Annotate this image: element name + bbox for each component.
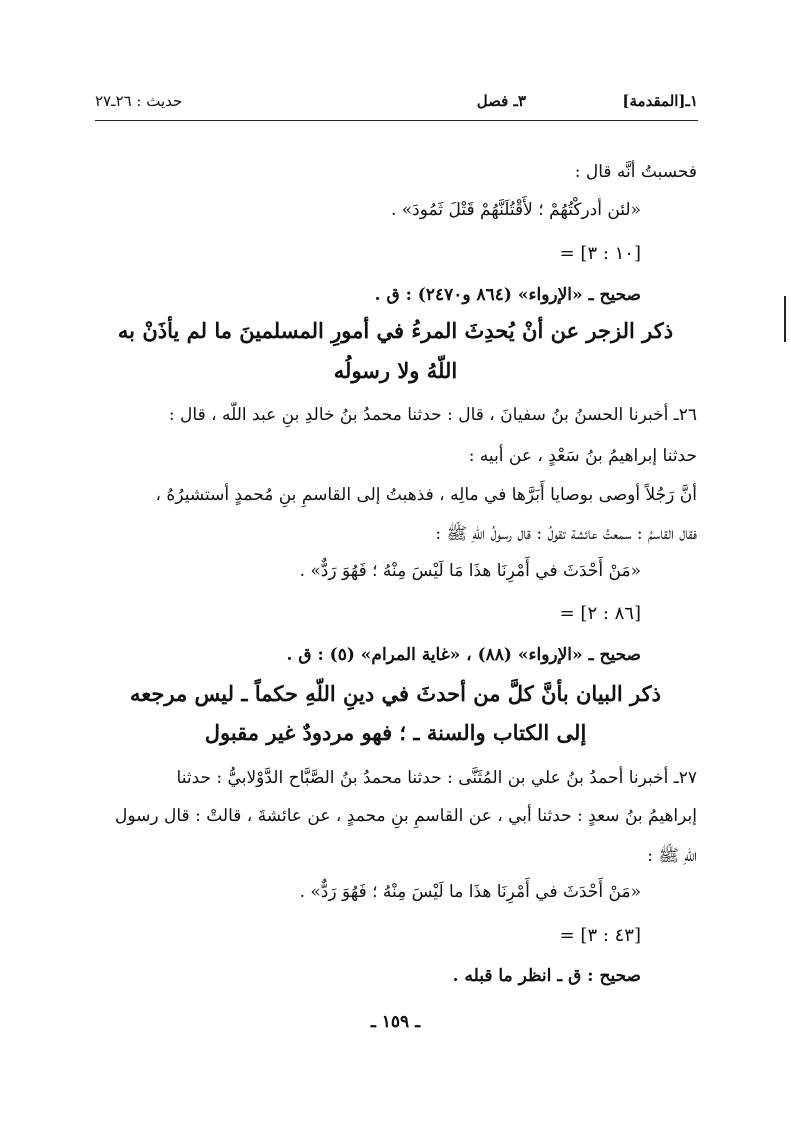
hadith-27-line: اللّهِ ﷺ : — [647, 846, 697, 866]
text-line: فحسبتُ أنَّه قال : — [574, 162, 697, 182]
hadith-27-line: ٢٧ـ أخبرنا أحمدُ بنُ علي بن المُثَنَّى : حدثنا محمدُ بنُ الصَّبَّاح الدَّوْلابيُّ : حدثنا — [176, 768, 697, 788]
hadith-26-line: حدثنا إبراهيمُ بنُ سَعْدٍ ، عن أبيه : — [468, 446, 697, 466]
chapter-title: ١ـ[المقدمة] — [622, 92, 698, 110]
running-header — [95, 92, 698, 121]
chapter-heading-2-cont: إلى الكتاب والسنة ـ ؛ فهو مردودٌ غير مقبول — [204, 720, 587, 745]
section-title: ٣ـ فصل — [476, 92, 526, 110]
hadith-27-line: إبراهيمُ بنُ سعدٍ : حدثنا أبي ، عن القاسمِ بنِ محمدٍ ، عن عائشةَ ، قالتْ : قال رسول — [115, 806, 697, 826]
chapter-heading-1: ذكر الزجر عن أنْ يُحدِثَ المرءُ في أمورِ المسلمينَ ما لم يأذَنْ به — [117, 318, 674, 343]
grading: صحيح : ق ـ انظر ما قبله . — [452, 966, 641, 986]
hadith-range: حديث : ٢٦ـ٢٧ — [95, 92, 183, 110]
reference: [٤٣ : ٣] = — [559, 925, 641, 946]
hadith-26-line: فقال القاسمُ : سمعتُ عائشة تقولُ : قال رسولُ اللّهِ ﷺ : — [435, 524, 697, 544]
grading: صحيح ـ «الإرواء» (٨٨) ، «غاية المرام» (٥) : ق . — [286, 645, 641, 665]
hadith-quote: «لئن أدركْتُهُمْ ؛ لأَقْتُلَنَّهُمْ قَتْلَ ثَمُودَ» . — [390, 200, 641, 220]
hadith-quote: «مَنْ أَحْدَثَ في أَمْرِنَا هذَا ما لَيْسَ مِنْهُ ؛ فَهُوَ رَدٌّ» . — [299, 882, 641, 902]
reference: [٨٦ : ٢] = — [559, 603, 641, 624]
page-number: ـ ١٥٩ ـ — [370, 1012, 421, 1032]
reference: [١٠ : ٣] = — [559, 243, 641, 264]
hadith-quote: «مَنْ أَحْدَثَ في أَمْرِنَا هذَا مَا لَيْسَ مِنْهُ ؛ فَهُوَ رَدٌّ» . — [299, 561, 641, 581]
hadith-26-line: أنَّ رَجُلاً أوصى بوصايا أَبَرَّها في مالِه ، فذهبتُ إلى القاسمِ بنِ مُحمدٍ أستشيرُهُ ، — [155, 485, 697, 505]
chapter-heading-2: ذكر البيان بأنَّ كلَّ من أحدثَ في دينِ اللّهِ حكماً ـ ليس مرجعه — [130, 681, 661, 706]
chapter-heading-1-cont: اللّهُ ولا رسولُه — [333, 358, 458, 383]
grading: صحيح ـ «الإرواء» (٨٦٤ و٢٤٧٠) : ق . — [374, 285, 641, 305]
hadith-26-line: ٢٦ـ أخبرنا الحسنُ بنُ سفيانَ ، قال : حدثنا محمدُ بنُ خالدِ بنِ عبد اللّه ، قال : — [168, 405, 697, 425]
